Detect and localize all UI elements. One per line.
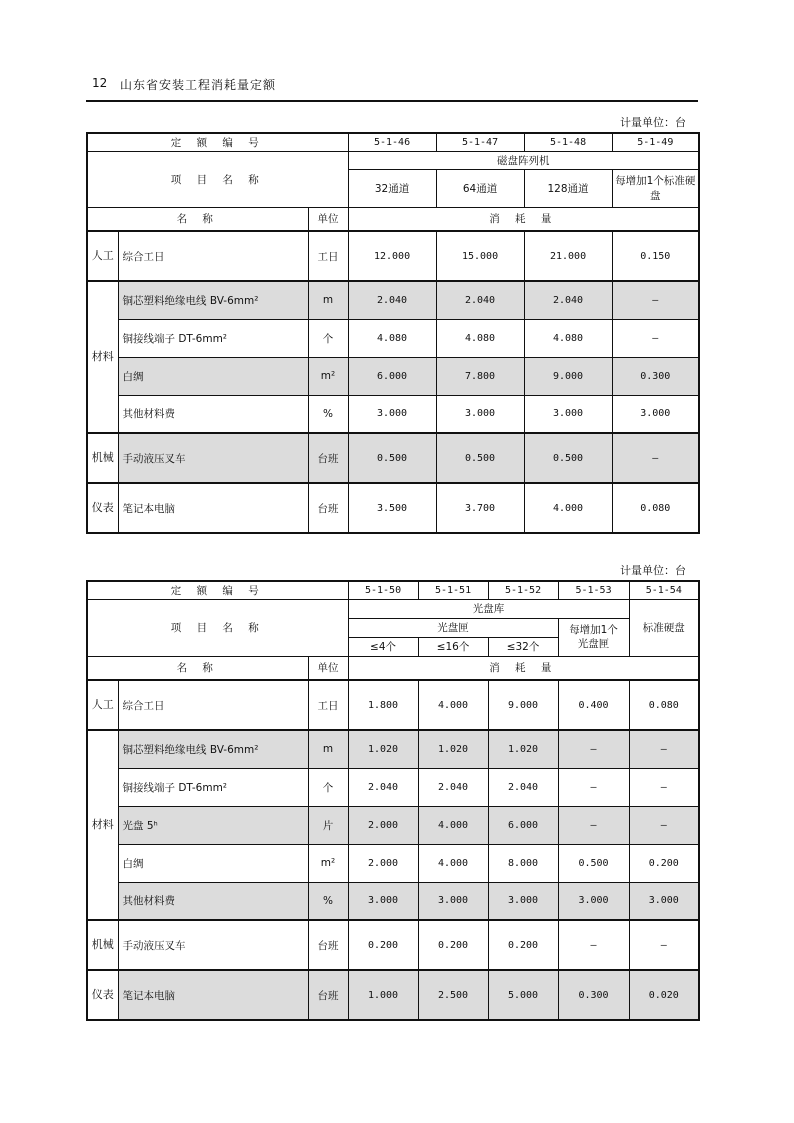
row-value: 4.000 xyxy=(418,844,488,882)
row-value: — xyxy=(629,730,699,768)
row-name: 白绸 xyxy=(118,357,308,395)
row-value: 0.200 xyxy=(418,920,488,970)
row-unit: % xyxy=(308,395,348,433)
row-unit: 台班 xyxy=(308,970,348,1020)
row-value: 0.200 xyxy=(629,844,699,882)
row-value: 3.000 xyxy=(436,395,524,433)
row-value: — xyxy=(558,806,629,844)
code: 5-1-46 xyxy=(348,133,436,151)
code: 5-1-54 xyxy=(629,581,699,599)
category-machine: 机械 xyxy=(87,920,118,970)
row-value: 4.080 xyxy=(348,319,436,357)
table1-unit-label: 计量单位：台 xyxy=(620,116,686,129)
row-value: 4.000 xyxy=(418,806,488,844)
code: 5-1-52 xyxy=(488,581,558,599)
item-name: 每增加1个标准硬盘 xyxy=(612,169,699,207)
row-value: 0.500 xyxy=(558,844,629,882)
row-value: 3.000 xyxy=(418,882,488,920)
page-number: 12 xyxy=(92,76,108,90)
item-name: 64通道 xyxy=(436,169,524,207)
row-value: 0.500 xyxy=(436,433,524,483)
row-unit: 工日 xyxy=(308,680,348,730)
row-value: — xyxy=(558,768,629,806)
row-value: — xyxy=(629,768,699,806)
category-instrument: 仪表 xyxy=(87,970,118,1020)
row-name: 铜接线端子 DT-6mm² xyxy=(118,319,308,357)
code: 5-1-48 xyxy=(524,133,612,151)
row-value: 4.000 xyxy=(418,680,488,730)
row-value: 3.000 xyxy=(612,395,699,433)
row-value: 2.040 xyxy=(436,281,524,319)
row-value: 8.000 xyxy=(488,844,558,882)
row-value: 2.000 xyxy=(348,844,418,882)
row-unit: 台班 xyxy=(308,920,348,970)
row-name: 白绸 xyxy=(118,844,308,882)
row-unit: 个 xyxy=(308,319,348,357)
row-value: 0.080 xyxy=(612,483,699,533)
row-value: — xyxy=(629,806,699,844)
row-value: 0.500 xyxy=(524,433,612,483)
row-value: 9.000 xyxy=(524,357,612,395)
item-name: 128通道 xyxy=(524,169,612,207)
category-material: 材料 xyxy=(87,730,118,920)
row-name: 综合工日 xyxy=(118,231,308,281)
page-header xyxy=(86,74,698,102)
table2 xyxy=(86,580,700,1021)
row-value: 7.800 xyxy=(436,357,524,395)
row-name: 笔记本电脑 xyxy=(118,970,308,1020)
consumption-header: 消 耗 量 xyxy=(348,656,699,680)
category-machine: 机械 xyxy=(87,433,118,483)
row-value: 6.000 xyxy=(488,806,558,844)
row-value: 3.000 xyxy=(629,882,699,920)
code: 5-1-53 xyxy=(558,581,629,599)
row-value: 0.300 xyxy=(612,357,699,395)
row-value: 1.020 xyxy=(418,730,488,768)
row-value: 1.020 xyxy=(488,730,558,768)
code: 5-1-47 xyxy=(436,133,524,151)
page-title: 山东省安装工程消耗量定额 xyxy=(120,78,277,92)
row-unit: 台班 xyxy=(308,483,348,533)
row-name: 手动液压叉车 xyxy=(118,433,308,483)
name-header: 名 称 xyxy=(87,656,308,680)
row-value: — xyxy=(558,730,629,768)
row-unit: % xyxy=(308,882,348,920)
row-value: 1.020 xyxy=(348,730,418,768)
row-value: 6.000 xyxy=(348,357,436,395)
row-value: 4.000 xyxy=(524,483,612,533)
row-value: 0.080 xyxy=(629,680,699,730)
category-material: 材料 xyxy=(87,281,118,433)
item-name: ≤4个 xyxy=(348,637,418,656)
row-name: 手动液压叉车 xyxy=(118,920,308,970)
category-labor: 人工 xyxy=(87,231,118,281)
code: 5-1-49 xyxy=(612,133,699,151)
consumption-header: 消 耗 量 xyxy=(348,207,699,231)
row-unit: m² xyxy=(308,357,348,395)
row-name: 综合工日 xyxy=(118,680,308,730)
row-value: 3.000 xyxy=(558,882,629,920)
row-value: 2.040 xyxy=(418,768,488,806)
row-name: 其他材料费 xyxy=(118,882,308,920)
subgroup-label: 光盘匣 xyxy=(348,618,558,637)
group-label: 磁盘阵列机 xyxy=(348,151,699,169)
row-value: 3.500 xyxy=(348,483,436,533)
codes-label: 定 额 编 号 xyxy=(87,133,348,151)
row-value: 2.040 xyxy=(348,281,436,319)
row-value: 0.020 xyxy=(629,970,699,1020)
row-unit: 片 xyxy=(308,806,348,844)
row-name: 光盘 5ʰ xyxy=(118,806,308,844)
item-name: 标准硬盘 xyxy=(629,599,699,656)
row-unit: 台班 xyxy=(308,433,348,483)
row-value: 0.150 xyxy=(612,231,699,281)
name-header: 名 称 xyxy=(87,207,308,231)
unit-header: 单位 xyxy=(308,656,348,680)
row-value: 12.000 xyxy=(348,231,436,281)
codes-label: 定 额 编 号 xyxy=(87,581,348,599)
item-label: 项 目 名 称 xyxy=(87,599,348,656)
row-value: — xyxy=(629,920,699,970)
row-name: 铜芯塑料绝缘电线 BV-6mm² xyxy=(118,730,308,768)
row-name: 铜接线端子 DT-6mm² xyxy=(118,768,308,806)
row-unit: m xyxy=(308,281,348,319)
row-value: — xyxy=(612,433,699,483)
row-value: 3.700 xyxy=(436,483,524,533)
row-value: 4.080 xyxy=(524,319,612,357)
row-value: 3.000 xyxy=(488,882,558,920)
table1 xyxy=(86,132,700,534)
row-value: — xyxy=(612,319,699,357)
category-instrument: 仪表 xyxy=(87,483,118,533)
code: 5-1-51 xyxy=(418,581,488,599)
row-value: 9.000 xyxy=(488,680,558,730)
row-value: 2.000 xyxy=(348,806,418,844)
row-unit: m xyxy=(308,730,348,768)
row-name: 笔记本电脑 xyxy=(118,483,308,533)
code: 5-1-50 xyxy=(348,581,418,599)
row-name: 其他材料费 xyxy=(118,395,308,433)
item-name: ≤16个 xyxy=(418,637,488,656)
item-name: 32通道 xyxy=(348,169,436,207)
category-labor: 人工 xyxy=(87,680,118,730)
item-label: 项 目 名 称 xyxy=(87,151,348,207)
row-value: 1.000 xyxy=(348,970,418,1020)
row-value: — xyxy=(558,920,629,970)
unit-header: 单位 xyxy=(308,207,348,231)
row-value: 15.000 xyxy=(436,231,524,281)
row-value: 4.080 xyxy=(436,319,524,357)
row-unit: 个 xyxy=(308,768,348,806)
row-value: 3.000 xyxy=(524,395,612,433)
row-name: 铜芯塑料绝缘电线 BV-6mm² xyxy=(118,281,308,319)
row-value: 0.200 xyxy=(488,920,558,970)
row-value: 0.200 xyxy=(348,920,418,970)
row-unit: m² xyxy=(308,844,348,882)
row-value: 2.040 xyxy=(348,768,418,806)
row-value: 0.400 xyxy=(558,680,629,730)
row-value: 3.000 xyxy=(348,882,418,920)
row-value: 1.800 xyxy=(348,680,418,730)
row-value: 21.000 xyxy=(524,231,612,281)
row-value: 2.500 xyxy=(418,970,488,1020)
row-value: — xyxy=(612,281,699,319)
row-value: 3.000 xyxy=(348,395,436,433)
item-name: 每增加1个光盘匣 xyxy=(558,618,629,656)
item-name: ≤32个 xyxy=(488,637,558,656)
row-unit: 工日 xyxy=(308,231,348,281)
group-label: 光盘库 xyxy=(348,599,629,618)
row-value: 2.040 xyxy=(524,281,612,319)
row-value: 0.500 xyxy=(348,433,436,483)
row-value: 2.040 xyxy=(488,768,558,806)
table2-unit-label: 计量单位：台 xyxy=(620,564,686,577)
row-value: 5.000 xyxy=(488,970,558,1020)
row-value: 0.300 xyxy=(558,970,629,1020)
